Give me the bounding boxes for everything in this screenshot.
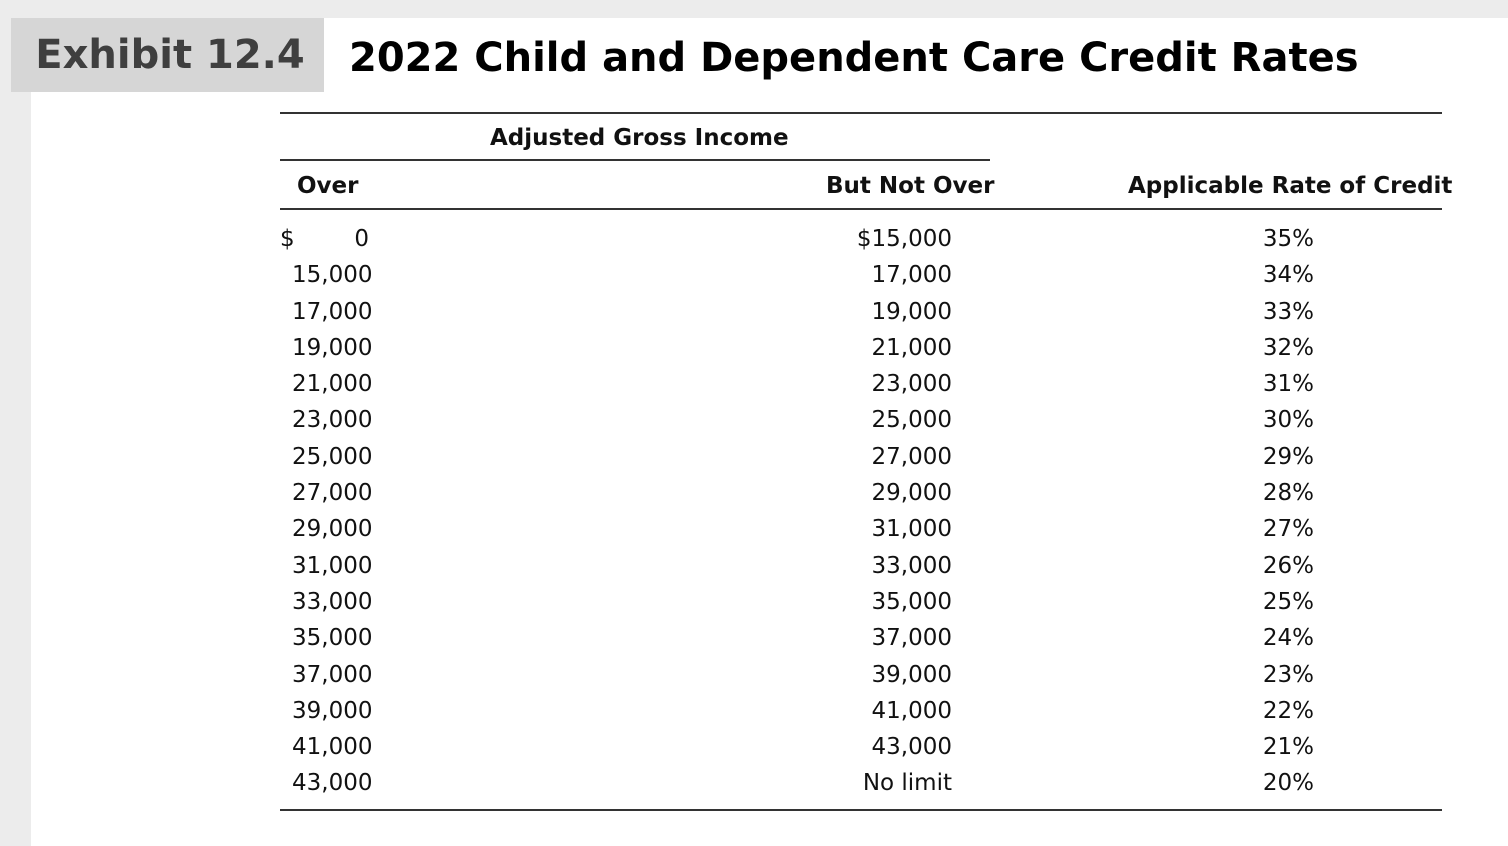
left-margin-bar (0, 0, 31, 846)
table-row (280, 294, 1442, 330)
group-header-agi: Adjusted Gross Income (490, 125, 789, 151)
table-row (280, 548, 1442, 584)
rate-cell: 24% (1262, 625, 1314, 652)
over-cell: 33,000 (292, 588, 373, 615)
but-not-over-cell: $15,000 (856, 226, 952, 252)
over-cell: 35,000 (292, 625, 373, 652)
table-row (280, 402, 1442, 438)
rate-cell: 20% (1262, 770, 1314, 797)
table-row (280, 439, 1442, 475)
but-not-over-cell: 29,000 (871, 480, 952, 507)
but-not-over-cell: 23,000 (871, 371, 952, 398)
table-row (280, 693, 1442, 729)
but-not-over-cell: 17,000 (871, 262, 952, 289)
rate-cell: 25% (1262, 588, 1314, 615)
over-cell: 37,000 (292, 661, 373, 688)
table-bottom-rule (280, 809, 1442, 811)
but-not-over-cell: 37,000 (871, 625, 952, 652)
over-cell: 23,000 (292, 407, 373, 434)
over-cell: 29,000 (292, 516, 373, 543)
but-not-over-cell: 21,000 (871, 334, 952, 361)
column-header-over: Over (297, 173, 359, 199)
rate-cell: 32% (1262, 334, 1314, 361)
table-top-rule (280, 112, 1442, 114)
table-row (280, 475, 1442, 511)
column-header-rate: Applicable Rate of Credit (1128, 173, 1453, 199)
table-row (280, 330, 1442, 366)
but-not-over-cell: No limit (862, 770, 952, 797)
over-cell: 39,000 (292, 697, 373, 724)
header-bottom-rule (280, 208, 1442, 210)
over-cell: 21,000 (292, 371, 373, 398)
over-value: 0 (354, 226, 369, 252)
top-margin-bar (0, 0, 1508, 18)
rate-cell: 31% (1262, 371, 1314, 398)
over-cell: 17,000 (292, 298, 373, 325)
table-row (280, 765, 1442, 801)
but-not-over-cell: 33,000 (871, 552, 952, 579)
rate-cell: 22% (1262, 697, 1314, 724)
but-not-over-cell: 35,000 (871, 588, 952, 615)
over-cell: 41,000 (292, 734, 373, 761)
but-not-over-cell: 41,000 (871, 697, 952, 724)
table-row (280, 584, 1442, 620)
rate-cell: 30% (1262, 407, 1314, 434)
rate-cell: 33% (1262, 298, 1314, 325)
but-not-over-cell: 31,000 (871, 516, 952, 543)
over-cell: 25,000 (292, 443, 373, 470)
table-row (280, 729, 1442, 765)
rate-cell: 23% (1262, 661, 1314, 688)
table-row (280, 366, 1442, 402)
over-cell: 31,000 (292, 552, 373, 579)
rate-table-body (280, 221, 1442, 802)
table-row (280, 257, 1442, 293)
table-row (280, 221, 1442, 257)
rate-cell: 35% (1262, 226, 1314, 252)
but-not-over-cell: 25,000 (871, 407, 952, 434)
but-not-over-cell: 27,000 (871, 443, 952, 470)
but-not-over-cell: 19,000 (871, 298, 952, 325)
table-row (280, 657, 1442, 693)
table-row (280, 620, 1442, 656)
over-cell: 15,000 (292, 262, 373, 289)
but-not-over-cell: 39,000 (871, 661, 952, 688)
rate-cell: 27% (1262, 516, 1314, 543)
rate-cell: 34% (1262, 262, 1314, 289)
group-header-rule (280, 159, 990, 161)
over-cell: 19,000 (292, 334, 373, 361)
but-not-over-cell: 43,000 (871, 734, 952, 761)
over-cell: 43,000 (292, 770, 373, 797)
over-cell: 27,000 (292, 480, 373, 507)
exhibit-label: Exhibit 12.4 (11, 18, 324, 92)
rate-cell: 21% (1262, 734, 1314, 761)
column-header-but-not-over: But Not Over (826, 173, 995, 199)
currency-symbol: $ (280, 226, 295, 252)
rate-cell: 29% (1262, 443, 1314, 470)
rate-cell: 28% (1262, 480, 1314, 507)
table-row (280, 511, 1442, 547)
rate-cell: 26% (1262, 552, 1314, 579)
exhibit-title: 2022 Child and Dependent Care Credit Rates (349, 35, 1359, 81)
